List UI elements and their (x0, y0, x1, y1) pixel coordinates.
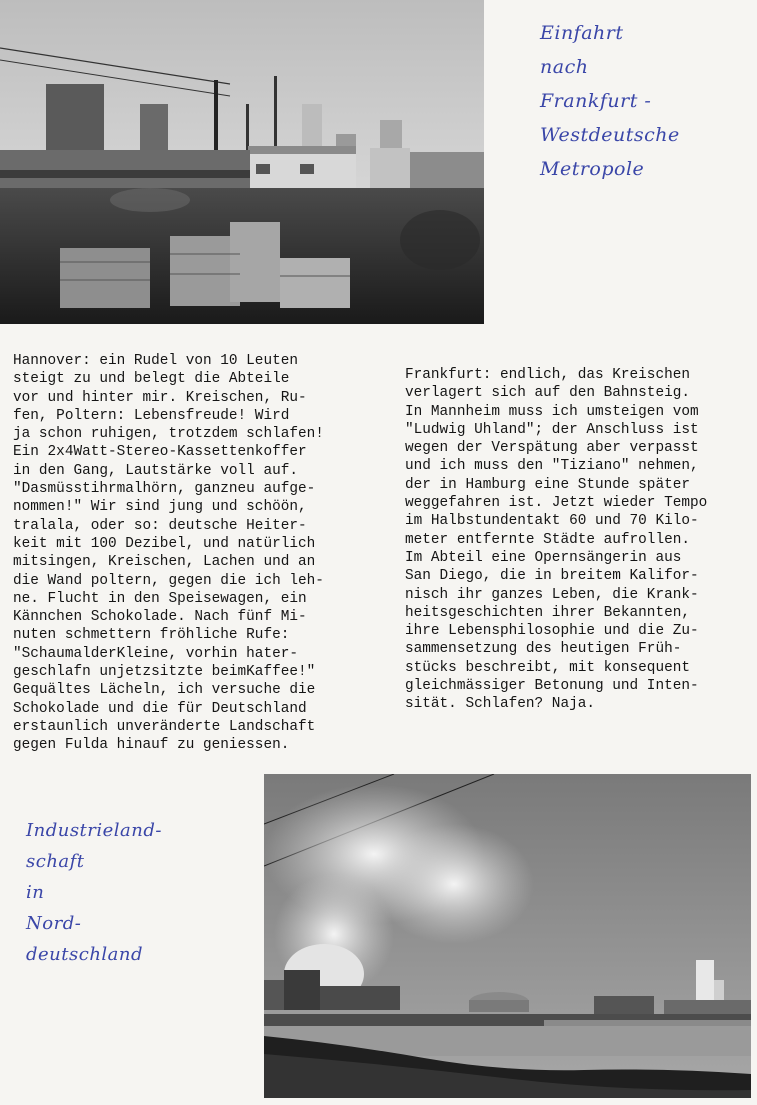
text-line: fen, Poltern: Lebensfreude! Wird (13, 407, 290, 424)
caption-industrial (26, 815, 162, 970)
text-line: ihre Lebensphilosophie und die Zu- (405, 623, 699, 640)
text-line: verlagert sich auf den Bahnsteig. (405, 385, 690, 402)
text-line: stücks beschreibt, mit konsequent (405, 659, 690, 676)
text-line: Ein 2x4Watt-Stereo-Kassettenkoffer (13, 444, 307, 461)
caption-line: deutschland (26, 944, 144, 965)
text-line: In Mannheim muss ich umsteigen vom (405, 403, 699, 420)
text-line: keit mit 100 Dezibel, und natürlich (13, 535, 316, 552)
caption-line: nach (540, 56, 589, 78)
text-line: Kännchen Schokolade. Nach fünf Mi- (13, 609, 307, 626)
text-line: "Dasmüsstihrmalhörn, ganzneu aufge- (13, 481, 316, 498)
text-line: mitsingen, Kreischen, Lachen und an (13, 554, 316, 571)
caption-line: Industrieland- (26, 820, 162, 841)
text-line: nuten schmettern fröhliche Rufe: (13, 627, 290, 644)
text-line: sammensetzung des heutigen Früh- (405, 641, 682, 658)
caption-line: Einfahrt (540, 22, 624, 44)
photo-frankfurt-skyline (0, 0, 484, 324)
text-line: "Ludwig Uhland"; der Anschluss ist (405, 421, 699, 438)
text-line: Frankfurt: endlich, das Kreischen (405, 367, 690, 383)
caption-line: Frankfurt - (540, 90, 652, 112)
text-line: Gequältes Lächeln, ich versuche die (13, 682, 316, 699)
text-line: ne. Flucht in den Speisewagen, ein (13, 590, 307, 607)
text-column-left (13, 352, 324, 755)
text-line: vor und hinter mir. Kreischen, Ru- (13, 389, 307, 406)
text-line: nommen!" Wir sind jung und schöön, (13, 499, 307, 516)
caption-line: Westdeutsche (540, 124, 680, 146)
text-line: im Halbstundentakt 60 und 70 Kilo- (405, 513, 699, 530)
text-line: die Wand poltern, gegen die ich leh- (13, 572, 324, 589)
text-line: meter entfernte Städte aufrollen. (405, 531, 690, 548)
photo-industrial-image (264, 774, 751, 1098)
text-line: steigt zu und belegt die Abteile (13, 371, 290, 388)
text-line: gleichmässiger Betonung und Inten- (405, 678, 699, 695)
text-line: ja schon ruhigen, trotzdem schlafen! (13, 426, 324, 443)
caption-line: Metropole (540, 158, 645, 180)
text-line: sität. Schlafen? Naja. (405, 696, 595, 713)
text-line: geschlafn unjetzsitzte beimKaffee!" (13, 664, 316, 681)
caption-line: Nord- (26, 913, 82, 934)
text-line: San Diego, die in breitem Kalifor- (405, 568, 699, 585)
caption-line: schaft (26, 851, 85, 872)
text-line: der in Hamburg eine Stunde später (405, 476, 690, 493)
text-line: tralala, oder so: deutsche Heiter- (13, 517, 307, 534)
text-line: heitsgeschichten ihrer Bekannten, (405, 604, 690, 621)
text-line: erstaunlich unveränderte Landschaft (13, 718, 316, 735)
text-line: nisch ihr ganzes Leben, die Krank- (405, 586, 699, 603)
text-line: gegen Fulda hinauf zu geniessen. (13, 737, 290, 754)
photo-industrial-landscape (264, 774, 751, 1098)
text-line: weggefahren ist. Jetzt wieder Tempo (405, 495, 708, 512)
caption-line: in (26, 882, 45, 903)
text-line: in den Gang, Lautstärke voll auf. (13, 462, 298, 479)
caption-frankfurt (540, 16, 680, 186)
text-column-right (405, 366, 707, 714)
text-line: Hannover: ein Rudel von 10 Leuten (13, 353, 298, 369)
text-line: und ich muss den "Tiziano" nehmen, (405, 458, 699, 475)
text-line: wegen der Verspätung aber verpasst (405, 440, 699, 457)
text-line: Im Abteil eine Opernsängerin aus (405, 549, 682, 566)
text-line: "SchaumalderKleine, vorhin hater- (13, 645, 298, 662)
text-line: Schokolade und die für Deutschland (13, 700, 307, 717)
photo-frankfurt-image (0, 0, 484, 324)
